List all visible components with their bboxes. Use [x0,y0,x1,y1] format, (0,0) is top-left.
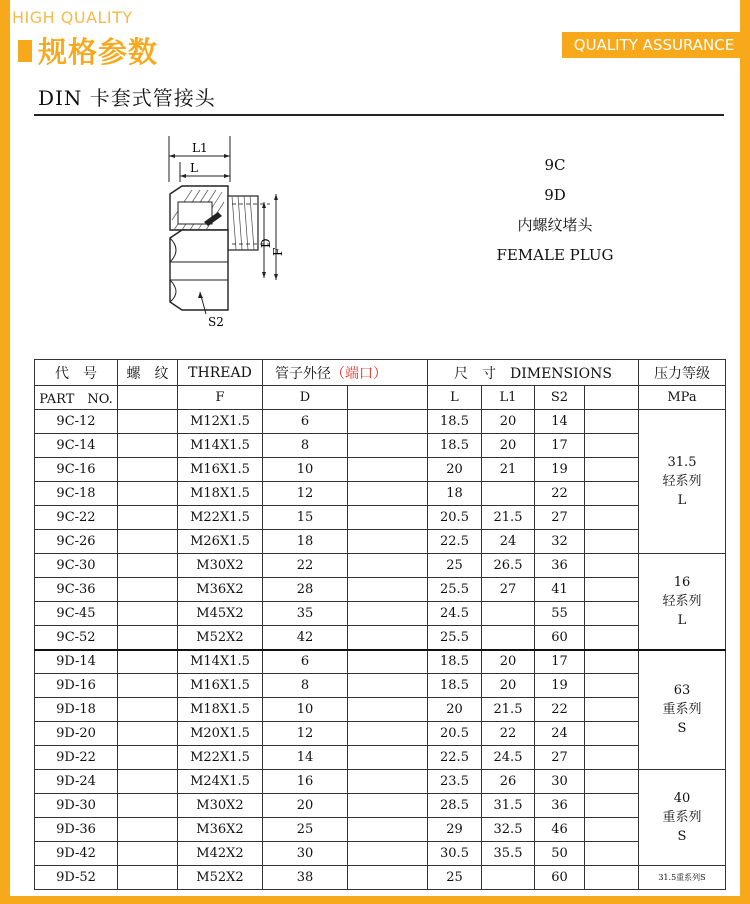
header-blank-2 [348,386,428,410]
blank-cell [348,746,428,770]
blank-cell [118,458,178,482]
l-cell: 28.5 [428,794,482,818]
l-cell: 25.5 [428,626,482,650]
thread-cell: M14X1.5 [178,650,263,674]
pipe-od-cell: 42 [263,626,348,650]
pressure-group-cell [639,650,726,770]
pressure-code: S [677,721,687,737]
l1-cell: 24.5 [482,746,535,770]
blank-cell [348,770,428,794]
s2-cell: 22 [535,698,585,722]
blank-cell [585,602,639,626]
table-row [35,842,726,866]
blank-cell [118,698,178,722]
l-cell: 20 [428,458,482,482]
blank-cell [348,554,428,578]
blank-cell [118,530,178,554]
s2-label: S2 [208,315,224,329]
header-blank-1 [118,386,178,410]
s2-cell: 46 [535,818,585,842]
part-no-cell: 9D-36 [35,818,118,842]
l1-cell: 20 [482,410,535,434]
pipe-od-cell: 6 [263,410,348,434]
blank-cell [348,434,428,458]
table-row [35,434,726,458]
s2-cell: 14 [535,410,585,434]
page-subtitle: DIN 卡套式管接头 [38,86,216,110]
blank-cell [118,578,178,602]
l1-cell: 20 [482,674,535,698]
thread-cell: M22X1.5 [178,746,263,770]
l-cell: 18.5 [428,434,482,458]
l-cell: 20 [428,698,482,722]
blank-cell [585,626,639,650]
l1-cell: 26 [482,770,535,794]
table-row [35,482,726,506]
header-port-note: （端口） [331,365,387,382]
bottom-frame-bar [0,896,750,904]
blank-cell [348,650,428,674]
thread-cell: M24X1.5 [178,770,263,794]
part-no-cell: 9C-18 [35,482,118,506]
pressure-code: L [677,612,687,628]
table-row [35,410,726,434]
title-square-icon [18,40,32,62]
pressure-code: S [677,829,687,844]
l-cell: 18.5 [428,674,482,698]
blank-cell [348,722,428,746]
pipe-od-cell: 14 [263,746,348,770]
blank-cell [348,818,428,842]
header-thread-en: THREAD [178,360,263,386]
blank-cell [585,578,639,602]
part-no-cell: 9C-14 [35,434,118,458]
pressure-group-cell [639,410,726,554]
pressure-series: 轻系列 [662,474,702,489]
blank-cell [348,866,428,890]
table-row [35,650,726,674]
table-row [35,602,726,626]
table-row [35,578,726,602]
l1-cell [482,866,535,890]
thread-cell: M52X2 [178,626,263,650]
blank-cell [348,506,428,530]
s2-cell: 17 [535,434,585,458]
s2-cell: 30 [535,770,585,794]
l1-cell [482,626,535,650]
table-row [35,674,726,698]
product-code-9d: 9D [544,186,566,204]
l1-cell: 20 [482,650,535,674]
header-pipe-od [263,360,428,386]
s2-cell: 55 [535,602,585,626]
thread-cell: M30X2 [178,554,263,578]
l-cell: 25.5 [428,578,482,602]
thread-cell: M36X2 [178,578,263,602]
s2-cell: 27 [535,746,585,770]
pipe-od-cell: 30 [263,842,348,866]
pipe-od-cell: 15 [263,506,348,530]
pipe-od-cell: 10 [263,458,348,482]
thread-cell: M18X1.5 [178,698,263,722]
part-no-cell: 9C-45 [35,602,118,626]
table-header-row-1 [35,360,726,386]
table-row [35,866,726,890]
blank-cell [118,842,178,866]
product-info [470,150,640,270]
l-cell: 18 [428,482,482,506]
blank-cell [118,410,178,434]
table-row [35,794,726,818]
part-no-cell: 9D-24 [35,770,118,794]
header-pressure: 压力等级 [639,360,726,386]
table-header-row-2 [35,386,726,410]
s2-cell: 41 [535,578,585,602]
pipe-od-cell: 16 [263,770,348,794]
pipe-od-cell: 28 [263,578,348,602]
header-code: 代 号 [35,360,118,386]
f-label: F [271,247,285,256]
pressure-group-cell [639,770,726,866]
part-no-cell: 9C-16 [35,458,118,482]
part-no-cell: 9D-30 [35,794,118,818]
pressure-value: 16 [673,574,691,590]
pressure-value: 63 [673,683,691,699]
table-row [35,746,726,770]
blank-cell [348,626,428,650]
blank-cell [585,842,639,866]
l1-label: L1 [192,141,208,155]
thread-cell: M52X2 [178,866,263,890]
l-cell: 30.5 [428,842,482,866]
blank-cell [585,410,639,434]
s2-cell: 19 [535,458,585,482]
part-no-cell: 9D-20 [35,722,118,746]
l1-cell: 22 [482,722,535,746]
blank-cell [348,458,428,482]
blank-cell [585,746,639,770]
pipe-od-cell: 10 [263,698,348,722]
l-label: L [190,161,198,175]
thread-cell: M30X2 [178,794,263,818]
blank-cell [348,530,428,554]
blank-cell [118,602,178,626]
blank-cell [585,674,639,698]
header-dimensions: 尺 寸 DIMENSIONS [428,360,639,386]
pipe-od-cell: 8 [263,434,348,458]
blank-cell [585,434,639,458]
thread-cell: M36X2 [178,818,263,842]
tagline: HIGH QUALITY [12,8,133,27]
table-row [35,530,726,554]
blank-cell [585,650,639,674]
pipe-od-cell: 20 [263,794,348,818]
l1-cell: 26.5 [482,554,535,578]
table-row [35,554,726,578]
header-part-no: PART NO. [35,386,118,410]
table-row [35,722,726,746]
thread-cell: M18X1.5 [178,482,263,506]
blank-cell [118,554,178,578]
blank-cell [348,482,428,506]
table-row [35,770,726,794]
l1-cell: 21.5 [482,698,535,722]
s2-cell: 32 [535,530,585,554]
plug-drawing [160,130,300,335]
part-no-cell: 9C-30 [35,554,118,578]
product-name-en: FEMALE PLUG [496,246,614,264]
section-header [18,30,158,71]
s2-cell: 22 [535,482,585,506]
pressure-code: L [677,493,687,508]
blank-cell [118,434,178,458]
thread-cell: M22X1.5 [178,506,263,530]
l-cell: 20.5 [428,722,482,746]
spec-table [34,359,726,890]
l-cell: 18.5 [428,650,482,674]
blank-cell [348,842,428,866]
blank-cell [118,674,178,698]
l1-cell [482,602,535,626]
l-cell: 23.5 [428,770,482,794]
header-thread-cn: 螺 纹 [118,360,178,386]
blank-cell [348,578,428,602]
pressure-series: 重系列 [662,810,702,825]
left-frame-bar [0,0,10,904]
table-row [35,698,726,722]
l-cell: 20.5 [428,506,482,530]
blank-cell [118,794,178,818]
pipe-od-cell: 12 [263,482,348,506]
right-frame-bar [740,0,750,904]
pressure-series: 重系列 [662,702,702,718]
pressure-value: 40 [673,791,691,806]
s2-cell: 36 [535,794,585,818]
blank-cell [585,554,639,578]
l1-cell [482,482,535,506]
l-cell: 25 [428,554,482,578]
s2-cell: 60 [535,626,585,650]
pressure-note-cell: 31.5重系列S [639,866,726,890]
blank-cell [585,458,639,482]
s2-cell: 50 [535,842,585,866]
header-pipe-od-text: 管子外径 [275,365,331,382]
part-no-cell: 9D-42 [35,842,118,866]
blank-cell [348,410,428,434]
blank-cell [585,866,639,890]
blank-cell [585,794,639,818]
l1-cell: 21 [482,458,535,482]
thread-cell: M12X1.5 [178,410,263,434]
thread-cell: M14X1.5 [178,434,263,458]
blank-cell [118,818,178,842]
l1-cell: 21.5 [482,506,535,530]
l1-cell: 27 [482,578,535,602]
blank-cell [585,818,639,842]
pressure-value: 31.5 [667,455,697,470]
thread-cell: M42X2 [178,842,263,866]
header-mpa: MPa [639,386,726,410]
header-s2: S2 [535,386,585,410]
thread-cell: M45X2 [178,602,263,626]
s2-cell: 17 [535,650,585,674]
l1-cell: 35.5 [482,842,535,866]
l1-cell: 31.5 [482,794,535,818]
blank-cell [118,650,178,674]
part-no-cell: 9D-22 [35,746,118,770]
part-no-cell: 9C-22 [35,506,118,530]
blank-cell [348,674,428,698]
l-cell: 24.5 [428,602,482,626]
pipe-od-cell: 22 [263,554,348,578]
header-f: F [178,386,263,410]
header-l: L [428,386,482,410]
quality-badge: QUALITY ASSURANCE [562,32,746,58]
l-cell: 29 [428,818,482,842]
s2-cell: 24 [535,722,585,746]
product-code-9c: 9C [544,156,566,174]
thread-cell: M16X1.5 [178,674,263,698]
pipe-od-cell: 18 [263,530,348,554]
pipe-od-cell: 35 [263,602,348,626]
table-row [35,458,726,482]
blank-cell [585,698,639,722]
pipe-od-cell: 38 [263,866,348,890]
blank-cell [118,866,178,890]
blank-cell [118,722,178,746]
s2-cell: 19 [535,674,585,698]
table-row [35,626,726,650]
blank-cell [118,770,178,794]
pipe-od-cell: 6 [263,650,348,674]
blank-cell [348,602,428,626]
pressure-series: 轻系列 [662,593,702,609]
blank-cell [585,506,639,530]
l-cell: 18.5 [428,410,482,434]
l1-cell: 32.5 [482,818,535,842]
s2-cell: 27 [535,506,585,530]
blank-cell [585,530,639,554]
thread-cell: M26X1.5 [178,530,263,554]
thread-cell: M16X1.5 [178,458,263,482]
table-row [35,506,726,530]
blank-cell [348,698,428,722]
blank-cell [118,482,178,506]
blank-cell [585,770,639,794]
blank-cell [585,722,639,746]
pipe-od-cell: 25 [263,818,348,842]
part-no-cell: 9D-52 [35,866,118,890]
l1-cell: 24 [482,530,535,554]
thread-cell: M20X1.5 [178,722,263,746]
part-no-cell: 9C-26 [35,530,118,554]
blank-cell [585,482,639,506]
l1-cell: 20 [482,434,535,458]
table-row [35,818,726,842]
part-no-cell: 9C-36 [35,578,118,602]
part-no-cell: 9C-52 [35,626,118,650]
l-cell: 22.5 [428,746,482,770]
pipe-od-cell: 8 [263,674,348,698]
blank-cell [118,506,178,530]
s2-cell: 36 [535,554,585,578]
d-label: D [259,238,273,248]
s2-cell: 60 [535,866,585,890]
l-cell: 25 [428,866,482,890]
pipe-od-cell: 12 [263,722,348,746]
blank-cell [118,746,178,770]
header-d: D [263,386,348,410]
l-cell: 22.5 [428,530,482,554]
divider [34,114,724,116]
part-no-cell: 9C-12 [35,410,118,434]
blank-cell [348,794,428,818]
section-title: 规格参数 [38,35,159,69]
header-blank-3 [585,386,639,410]
product-name-cn: 内螺纹堵头 [517,216,593,234]
part-no-cell: 9D-18 [35,698,118,722]
blank-cell [118,626,178,650]
part-no-cell: 9D-14 [35,650,118,674]
pressure-group-cell [639,554,726,650]
part-no-cell: 9D-16 [35,674,118,698]
header-l1: L1 [482,386,535,410]
